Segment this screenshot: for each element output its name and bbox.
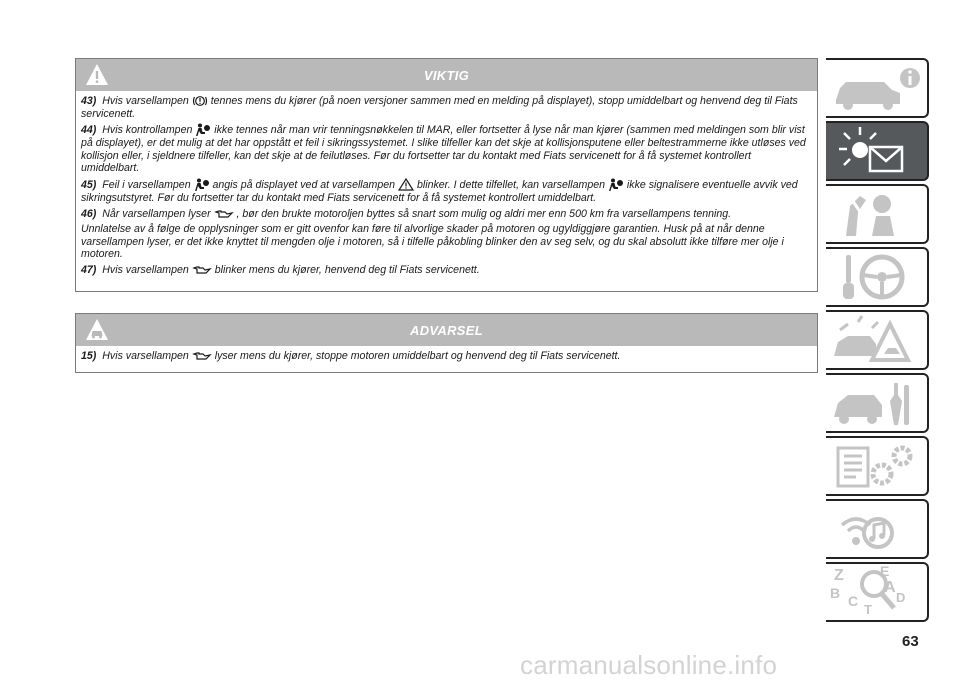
index-letter: C	[848, 593, 859, 609]
airbag-icon	[608, 178, 624, 192]
index-letter: E	[880, 564, 890, 579]
oil-can-icon	[214, 209, 234, 219]
index-letter: D	[896, 590, 906, 605]
note-47: 47) Hvis varsellampen blinker mens du kjører, henvend deg til Fiats servicenett.	[81, 263, 480, 276]
note-46: 46) Når varsellampen lyser , bør den brukte motoroljen byttes så snart som mulig og aldri mer enn 500 km fra varsellampens tenning.	[81, 207, 732, 220]
note-45: 45) Feil i varsellampen angis på displayet ved at varsellampen blinker. I dette tilfellet, kan varsellampen ikke signalisere eventuelle avvik ved sikringsutstyret. Før du fortsetter tar du kontakt med Fiats servicenett for å få systemet kontrollert umiddelbart.	[81, 178, 798, 204]
alphabetical-index-icon	[826, 564, 927, 620]
note-15: 15) Hvis varsellampen lyser mens du kjører, stoppe motoren umiddelbart og henvend deg til Fiats servicenett.	[81, 350, 621, 362]
tab-starting-driving[interactable]	[826, 247, 929, 307]
index-letter: T	[864, 602, 872, 617]
advarsel-box	[75, 313, 818, 373]
oil-can-icon	[192, 265, 212, 275]
index-letter: B	[830, 585, 841, 601]
brake-warning-icon	[192, 95, 208, 107]
tab-car-info[interactable]	[826, 58, 929, 118]
watermark: carmanualsonline.info	[520, 650, 778, 680]
car-info-icon	[826, 60, 927, 116]
warning-light-message-icon	[826, 123, 927, 179]
index-letter: A	[884, 579, 896, 596]
note-number: 43)	[81, 95, 97, 107]
key-steering-wheel-icon	[826, 249, 927, 305]
specifications-gears-icon	[826, 438, 927, 494]
oil-can-icon	[192, 351, 212, 361]
tab-index[interactable]	[826, 562, 929, 622]
tab-maintenance[interactable]	[826, 373, 929, 433]
tab-safety[interactable]	[826, 184, 929, 244]
tab-emergency[interactable]	[826, 310, 929, 370]
viktig-title: VIKTIG	[423, 68, 470, 83]
tab-multimedia[interactable]	[826, 499, 929, 559]
index-letter: Z	[834, 567, 844, 584]
tab-warning-lights[interactable]	[826, 121, 929, 181]
advarsel-header	[76, 314, 817, 346]
note-44: 44) Hvis kontrollampen ikke tennes når man vrir tenningsnøkkelen til MAR, eller fortsetter å lyse når man kjører (sammen med meldingen som blir vist på displayet), er det mulig at det har oppstått et feil i sikringssystemet. I slike tilfeller kan det skje at kollisjonsputene eller beltestrammerne ikke utløses ved kollisjon eller, i sjeldnere tilfeller, kan det skje at de feilutløses. Før du fortsetter tar du kontakt med Fiats servicenett for å få systemet kontrollert umiddelbart.	[81, 123, 806, 175]
tab-specifications[interactable]	[826, 436, 929, 496]
note-oil-text: Unnlatelse av å følge de opplysninger som er gitt ovenfor kan føre til alvorlige skader på motoren og ugyldiggjøre garantien. Husk på at når denne varsellampen lyser, er det ikke knyttet til mengden olje i motoren, så i tilfelle påkobling blinker den av seg selv, og du skal absolutt ikke tilføre mer olje i motoren.	[81, 223, 784, 261]
page-number: 63	[902, 633, 919, 650]
note-43: 43) Hvis varsellampen tennes mens du kjører (på noen versjoner sammen med en melding på displayet), stopp umiddelbart og henvend deg til Fiats servicenett.	[81, 95, 798, 120]
airbag-icon	[195, 123, 211, 137]
viktig-box	[75, 58, 818, 292]
seatbelt-airbag-icon	[826, 186, 927, 242]
general-warning-icon	[398, 178, 414, 191]
car-crash-warning-icon	[826, 312, 927, 368]
airbag-icon	[194, 178, 210, 192]
viktig-header	[76, 59, 817, 91]
advarsel-title: ADVARSEL	[410, 323, 483, 338]
car-maintenance-icon	[826, 375, 927, 431]
multimedia-icon	[826, 501, 927, 557]
